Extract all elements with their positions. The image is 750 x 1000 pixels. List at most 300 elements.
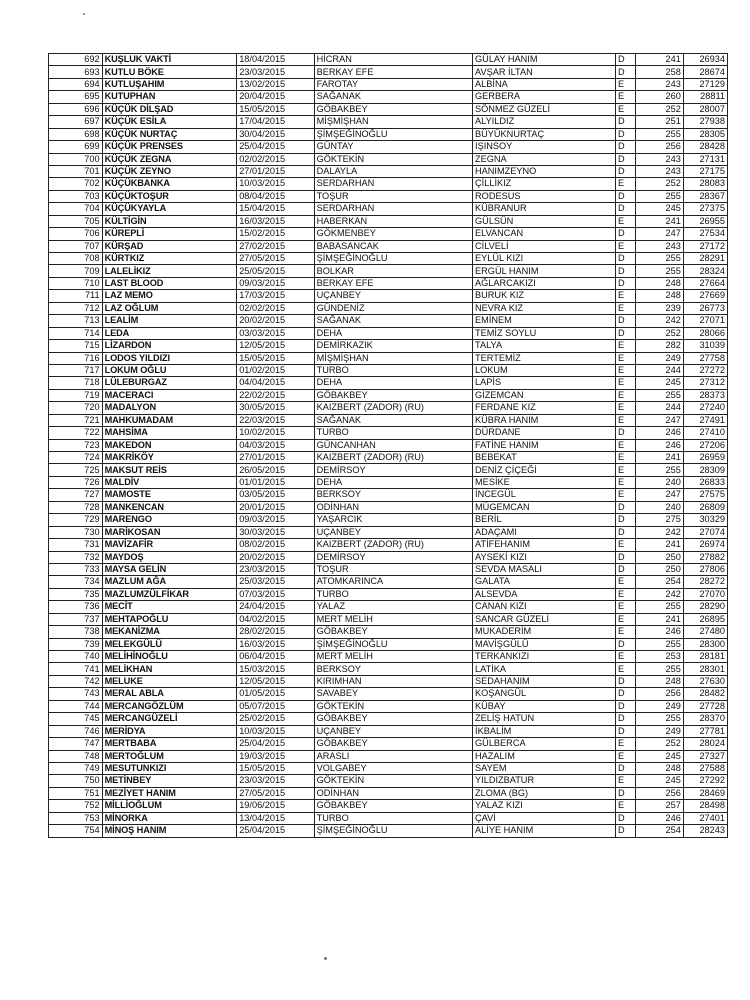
entry-number: 692 xyxy=(49,54,103,66)
table-row xyxy=(49,464,728,476)
sire-name: DEHA xyxy=(314,377,472,389)
birth-date: 27/05/2015 xyxy=(237,787,314,799)
entry-number: 736 xyxy=(49,601,103,613)
value-a: 255 xyxy=(636,190,684,202)
value-b: 27806 xyxy=(683,563,727,575)
sex-code: E xyxy=(615,414,635,426)
value-a: 249 xyxy=(636,700,684,712)
horse-name: KÜÇÜK NURTAÇ xyxy=(102,128,237,140)
dam-name: MUKADERİM xyxy=(473,626,616,638)
value-b: 28301 xyxy=(683,663,727,675)
birth-date: 25/04/2015 xyxy=(237,141,314,153)
birth-date: 27/01/2015 xyxy=(237,165,314,177)
table-row xyxy=(49,141,728,153)
horse-name: MELİHİNOĞLU xyxy=(102,651,237,663)
dam-name: TEMİZ SOYLU xyxy=(473,327,616,339)
table-row xyxy=(49,651,728,663)
birth-date: 22/03/2015 xyxy=(237,414,314,426)
table-row xyxy=(49,713,728,725)
birth-date: 19/06/2015 xyxy=(237,800,314,812)
table-row xyxy=(49,576,728,588)
table-row xyxy=(49,128,728,140)
value-b: 28066 xyxy=(683,327,727,339)
horse-name: LEDA xyxy=(102,327,237,339)
entry-number: 699 xyxy=(49,141,103,153)
entry-number: 750 xyxy=(49,775,103,787)
dam-name: ADAÇAMI xyxy=(473,526,616,538)
value-b: 27074 xyxy=(683,526,727,538)
table-row xyxy=(49,675,728,687)
value-b: 26974 xyxy=(683,539,727,551)
sex-code: D xyxy=(615,713,635,725)
birth-date: 23/03/2015 xyxy=(237,775,314,787)
value-b: 27575 xyxy=(683,489,727,501)
value-b: 28290 xyxy=(683,601,727,613)
horse-name: MAHKUMADAM xyxy=(102,414,237,426)
value-a: 252 xyxy=(636,178,684,190)
sex-code: D xyxy=(615,688,635,700)
table-row xyxy=(49,203,728,215)
value-b: 28309 xyxy=(683,464,727,476)
birth-date: 04/02/2015 xyxy=(237,613,314,625)
sire-name: ATOMKARINCA xyxy=(314,576,472,588)
sire-name: GÖBAKBEY xyxy=(314,738,472,750)
dam-name: İNCEGÜL xyxy=(473,489,616,501)
sex-code: D xyxy=(615,551,635,563)
horse-name: MERCANGÜZELİ xyxy=(102,713,237,725)
table-row xyxy=(49,700,728,712)
sire-name: FAROTAY xyxy=(314,78,472,90)
value-a: 247 xyxy=(636,228,684,240)
sire-name: ŞİMŞEĞİNOĞLU xyxy=(314,253,472,265)
table-row xyxy=(49,688,728,700)
sex-code: E xyxy=(615,91,635,103)
value-b: 30329 xyxy=(683,514,727,526)
entry-number: 742 xyxy=(49,675,103,687)
dam-name: TALYA xyxy=(473,340,616,352)
sex-code: E xyxy=(615,539,635,551)
value-b: 27175 xyxy=(683,165,727,177)
birth-date: 16/03/2015 xyxy=(237,215,314,227)
horse-name: KUTLU BÖKE xyxy=(102,66,237,78)
horse-name: MAZLUM AĞA xyxy=(102,576,237,588)
value-a: 282 xyxy=(636,340,684,352)
sex-code: D xyxy=(615,563,635,575)
value-a: 255 xyxy=(636,601,684,613)
birth-date: 02/02/2015 xyxy=(237,302,314,314)
dam-name: RODESUS xyxy=(473,190,616,202)
birth-date: 20/02/2015 xyxy=(237,315,314,327)
value-b: 26773 xyxy=(683,302,727,314)
value-a: 241 xyxy=(636,54,684,66)
birth-date: 25/03/2015 xyxy=(237,576,314,588)
value-a: 249 xyxy=(636,725,684,737)
sire-name: GÖBAKBEY xyxy=(314,713,472,725)
table-row xyxy=(49,514,728,526)
sex-code: D xyxy=(615,228,635,240)
scan-speck xyxy=(83,13,85,15)
table-row xyxy=(49,775,728,787)
table-row xyxy=(49,812,728,824)
horse-name: MADALYON xyxy=(102,402,237,414)
entry-number: 709 xyxy=(49,265,103,277)
sire-name: ŞİMŞEĞİNOĞLU xyxy=(314,825,472,837)
value-b: 27534 xyxy=(683,228,727,240)
birth-date: 01/02/2015 xyxy=(237,364,314,376)
value-a: 241 xyxy=(636,452,684,464)
sex-code: D xyxy=(615,315,635,327)
value-a: 246 xyxy=(636,626,684,638)
birth-date: 06/04/2015 xyxy=(237,651,314,663)
value-b: 27491 xyxy=(683,414,727,426)
sire-name: BABASANCAK xyxy=(314,240,472,252)
dam-name: YALAZ KIZI xyxy=(473,800,616,812)
value-b: 27480 xyxy=(683,626,727,638)
entry-number: 698 xyxy=(49,128,103,140)
entry-number: 726 xyxy=(49,476,103,488)
value-a: 244 xyxy=(636,402,684,414)
entry-number: 739 xyxy=(49,638,103,650)
value-a: 245 xyxy=(636,750,684,762)
sex-code: D xyxy=(615,514,635,526)
entry-number: 711 xyxy=(49,290,103,302)
dam-name: YILDIZBATUR xyxy=(473,775,616,787)
birth-date: 24/04/2015 xyxy=(237,601,314,613)
entry-number: 743 xyxy=(49,688,103,700)
sire-name: GÜNCANHAN xyxy=(314,439,472,451)
value-a: 240 xyxy=(636,501,684,513)
value-b: 27071 xyxy=(683,315,727,327)
birth-date: 07/03/2015 xyxy=(237,588,314,600)
entry-number: 720 xyxy=(49,402,103,414)
birth-date: 30/04/2015 xyxy=(237,128,314,140)
sire-name: TURBO xyxy=(314,427,472,439)
sex-code: D xyxy=(615,787,635,799)
dam-name: GÜLSÜN xyxy=(473,215,616,227)
dam-name: IŞINSOY xyxy=(473,141,616,153)
sire-name: TURBO xyxy=(314,588,472,600)
horse-name: MAKEDON xyxy=(102,439,237,451)
sex-code: E xyxy=(615,775,635,787)
dam-name: BURUK KIZ xyxy=(473,290,616,302)
entry-number: 748 xyxy=(49,750,103,762)
horse-name: MAYDOŞ xyxy=(102,551,237,563)
table-row xyxy=(49,588,728,600)
value-a: 249 xyxy=(636,352,684,364)
value-b: 28469 xyxy=(683,787,727,799)
birth-date: 10/02/2015 xyxy=(237,427,314,439)
sex-code: D xyxy=(615,638,635,650)
value-b: 27240 xyxy=(683,402,727,414)
entry-number: 719 xyxy=(49,389,103,401)
value-a: 243 xyxy=(636,153,684,165)
horse-name: MEKANİZMA xyxy=(102,626,237,638)
value-b: 27938 xyxy=(683,116,727,128)
sex-code: D xyxy=(615,501,635,513)
sire-name: MERT MELİH xyxy=(314,613,472,625)
birth-date: 03/03/2015 xyxy=(237,327,314,339)
sire-name: GÖBAKBEY xyxy=(314,103,472,115)
sex-code: D xyxy=(615,825,635,837)
horse-name: MELUKE xyxy=(102,675,237,687)
birth-date: 20/04/2015 xyxy=(237,91,314,103)
sex-code: E xyxy=(615,290,635,302)
birth-date: 15/05/2015 xyxy=(237,762,314,774)
table-row xyxy=(49,750,728,762)
dam-name: ALBİNA xyxy=(473,78,616,90)
horse-name: KÜÇÜK ZEGNA xyxy=(102,153,237,165)
value-a: 243 xyxy=(636,165,684,177)
birth-date: 13/02/2015 xyxy=(237,78,314,90)
entry-number: 705 xyxy=(49,215,103,227)
sire-name: BERKAY EFE xyxy=(314,66,472,78)
value-a: 241 xyxy=(636,215,684,227)
table-row xyxy=(49,452,728,464)
value-a: 255 xyxy=(636,464,684,476)
horse-name: KÜÇÜKYAYLA xyxy=(102,203,237,215)
value-b: 27401 xyxy=(683,812,727,824)
entry-number: 716 xyxy=(49,352,103,364)
table-row xyxy=(49,800,728,812)
value-b: 28367 xyxy=(683,190,727,202)
sex-code: D xyxy=(615,265,635,277)
sire-name: TOŞUR xyxy=(314,190,472,202)
table-row xyxy=(49,165,728,177)
sire-name: SERDARHAN xyxy=(314,178,472,190)
value-b: 28674 xyxy=(683,66,727,78)
horse-name: MAZLUMZÜLFİKAR xyxy=(102,588,237,600)
horse-name: MİNOŞ HANIM xyxy=(102,825,237,837)
sire-name: VOLGABEY xyxy=(314,762,472,774)
entry-number: 745 xyxy=(49,713,103,725)
sire-name: KAIZBERT (ZADOR) (RU) xyxy=(314,539,472,551)
value-b: 28482 xyxy=(683,688,727,700)
sire-name: DEMİRSOY xyxy=(314,551,472,563)
sire-name: YAŞARCIK xyxy=(314,514,472,526)
sex-code: E xyxy=(615,651,635,663)
table-row xyxy=(49,290,728,302)
entry-number: 703 xyxy=(49,190,103,202)
table-row xyxy=(49,626,728,638)
table-row xyxy=(49,265,728,277)
dam-name: LAPİS xyxy=(473,377,616,389)
sex-code: E xyxy=(615,452,635,464)
sire-name: GÖBAKBEY xyxy=(314,626,472,638)
value-a: 242 xyxy=(636,588,684,600)
sire-name: SAVABEY xyxy=(314,688,472,700)
horse-name: KÜÇÜKBANKA xyxy=(102,178,237,190)
table-row xyxy=(49,501,728,513)
table-row xyxy=(49,563,728,575)
sire-name: DEMİRSOY xyxy=(314,464,472,476)
sire-name: DEHA xyxy=(314,476,472,488)
entry-number: 754 xyxy=(49,825,103,837)
sire-name: BERKAY EFE xyxy=(314,277,472,289)
sex-code: E xyxy=(615,439,635,451)
sex-code: E xyxy=(615,178,635,190)
horse-name: MAHSİMA xyxy=(102,427,237,439)
horse-name: LEALİM xyxy=(102,315,237,327)
table-row xyxy=(49,526,728,538)
table-row xyxy=(49,414,728,426)
entry-number: 724 xyxy=(49,452,103,464)
entry-number: 734 xyxy=(49,576,103,588)
birth-date: 05/07/2015 xyxy=(237,700,314,712)
value-a: 256 xyxy=(636,787,684,799)
dam-name: MÜGEMCAN xyxy=(473,501,616,513)
table-row xyxy=(49,364,728,376)
sire-name: ODİNHAN xyxy=(314,787,472,799)
table-row xyxy=(49,240,728,252)
sex-code: E xyxy=(615,626,635,638)
horse-name: MAMOSTE xyxy=(102,489,237,501)
value-b: 28811 xyxy=(683,91,727,103)
birth-date: 10/03/2015 xyxy=(237,725,314,737)
sire-name: UÇANBEY xyxy=(314,526,472,538)
value-b: 27070 xyxy=(683,588,727,600)
sex-code: D xyxy=(615,116,635,128)
birth-date: 15/02/2015 xyxy=(237,228,314,240)
registry-sheet xyxy=(48,53,728,838)
table-row xyxy=(49,302,728,314)
value-b: 26895 xyxy=(683,613,727,625)
entry-number: 744 xyxy=(49,700,103,712)
value-b: 27664 xyxy=(683,277,727,289)
birth-date: 08/02/2015 xyxy=(237,539,314,551)
sex-code: E xyxy=(615,215,635,227)
value-b: 28272 xyxy=(683,576,727,588)
value-a: 258 xyxy=(636,66,684,78)
table-row xyxy=(49,215,728,227)
value-a: 248 xyxy=(636,277,684,289)
sex-code: D xyxy=(615,700,635,712)
sire-name: SERDARHAN xyxy=(314,203,472,215)
sex-code: E xyxy=(615,588,635,600)
sire-name: YALAZ xyxy=(314,601,472,613)
value-a: 242 xyxy=(636,315,684,327)
value-b: 27882 xyxy=(683,551,727,563)
sire-name: UÇANBEY xyxy=(314,290,472,302)
horse-name: MAVİZAFİR xyxy=(102,539,237,551)
horse-name: KÜRTKIZ xyxy=(102,253,237,265)
birth-date: 12/05/2015 xyxy=(237,675,314,687)
dam-name: ALSEVDA xyxy=(473,588,616,600)
value-a: 252 xyxy=(636,738,684,750)
value-a: 246 xyxy=(636,812,684,824)
horse-name: KÜÇÜK PRENSES xyxy=(102,141,237,153)
birth-date: 10/03/2015 xyxy=(237,178,314,190)
sex-code: D xyxy=(615,812,635,824)
dam-name: ELVANCAN xyxy=(473,228,616,240)
dam-name: CİLVELİ xyxy=(473,240,616,252)
value-b: 26809 xyxy=(683,501,727,513)
table-row xyxy=(49,402,728,414)
dam-name: HAZALIM xyxy=(473,750,616,762)
dam-name: LOKUM xyxy=(473,364,616,376)
birth-date: 17/04/2015 xyxy=(237,116,314,128)
sire-name: ODİNHAN xyxy=(314,501,472,513)
entry-number: 723 xyxy=(49,439,103,451)
dam-name: HANIMZEYNO xyxy=(473,165,616,177)
birth-date: 15/04/2015 xyxy=(237,203,314,215)
dam-name: DÜRDANE xyxy=(473,427,616,439)
horse-name: MİLLİOĞLUM xyxy=(102,800,237,812)
horse-name: MALDİV xyxy=(102,476,237,488)
sire-name: GÜNTAY xyxy=(314,141,472,153)
value-b: 27375 xyxy=(683,203,727,215)
entry-number: 710 xyxy=(49,277,103,289)
value-b: 27129 xyxy=(683,78,727,90)
value-b: 26833 xyxy=(683,476,727,488)
horse-name: LOKUM OĞLU xyxy=(102,364,237,376)
horse-name: MİNORKA xyxy=(102,812,237,824)
birth-date: 20/02/2015 xyxy=(237,551,314,563)
entry-number: 714 xyxy=(49,327,103,339)
sex-code: E xyxy=(615,750,635,762)
sex-code: E xyxy=(615,402,635,414)
entry-number: 733 xyxy=(49,563,103,575)
value-a: 240 xyxy=(636,476,684,488)
birth-date: 02/02/2015 xyxy=(237,153,314,165)
sire-name: GÖKMENBEY xyxy=(314,228,472,240)
horse-name: LODOS YILDIZI xyxy=(102,352,237,364)
dam-name: GALATA xyxy=(473,576,616,588)
entry-number: 732 xyxy=(49,551,103,563)
sex-code: D xyxy=(615,153,635,165)
value-a: 275 xyxy=(636,514,684,526)
birth-date: 08/04/2015 xyxy=(237,190,314,202)
value-a: 255 xyxy=(636,128,684,140)
birth-date: 03/05/2015 xyxy=(237,489,314,501)
sire-name: MERT MELİH xyxy=(314,651,472,663)
value-a: 254 xyxy=(636,825,684,837)
value-b: 28007 xyxy=(683,103,727,115)
entry-number: 741 xyxy=(49,663,103,675)
sex-code: D xyxy=(615,277,635,289)
value-a: 256 xyxy=(636,688,684,700)
value-b: 27292 xyxy=(683,775,727,787)
table-row xyxy=(49,601,728,613)
birth-date: 23/03/2015 xyxy=(237,66,314,78)
horse-name: KÜLTİGİN xyxy=(102,215,237,227)
entry-number: 722 xyxy=(49,427,103,439)
table-row xyxy=(49,738,728,750)
birth-date: 30/05/2015 xyxy=(237,402,314,414)
sire-name: TURBO xyxy=(314,812,472,824)
birth-date: 25/02/2015 xyxy=(237,713,314,725)
entry-number: 717 xyxy=(49,364,103,376)
horse-name: LİZARDON xyxy=(102,340,237,352)
entry-number: 752 xyxy=(49,800,103,812)
dam-name: ATİFEHANIM xyxy=(473,539,616,551)
entry-number: 697 xyxy=(49,116,103,128)
birth-date: 01/05/2015 xyxy=(237,688,314,700)
value-b: 27327 xyxy=(683,750,727,762)
sex-code: D xyxy=(615,203,635,215)
birth-date: 27/01/2015 xyxy=(237,452,314,464)
dam-name: LATİKA xyxy=(473,663,616,675)
entry-number: 694 xyxy=(49,78,103,90)
dam-name: KOŞANGÜL xyxy=(473,688,616,700)
birth-date: 18/04/2015 xyxy=(237,54,314,66)
sex-code: E xyxy=(615,576,635,588)
sex-code: E xyxy=(615,663,635,675)
birth-date: 30/03/2015 xyxy=(237,526,314,538)
value-a: 241 xyxy=(636,539,684,551)
sire-name: SAĞANAK xyxy=(314,414,472,426)
birth-date: 25/05/2015 xyxy=(237,265,314,277)
table-row xyxy=(49,389,728,401)
